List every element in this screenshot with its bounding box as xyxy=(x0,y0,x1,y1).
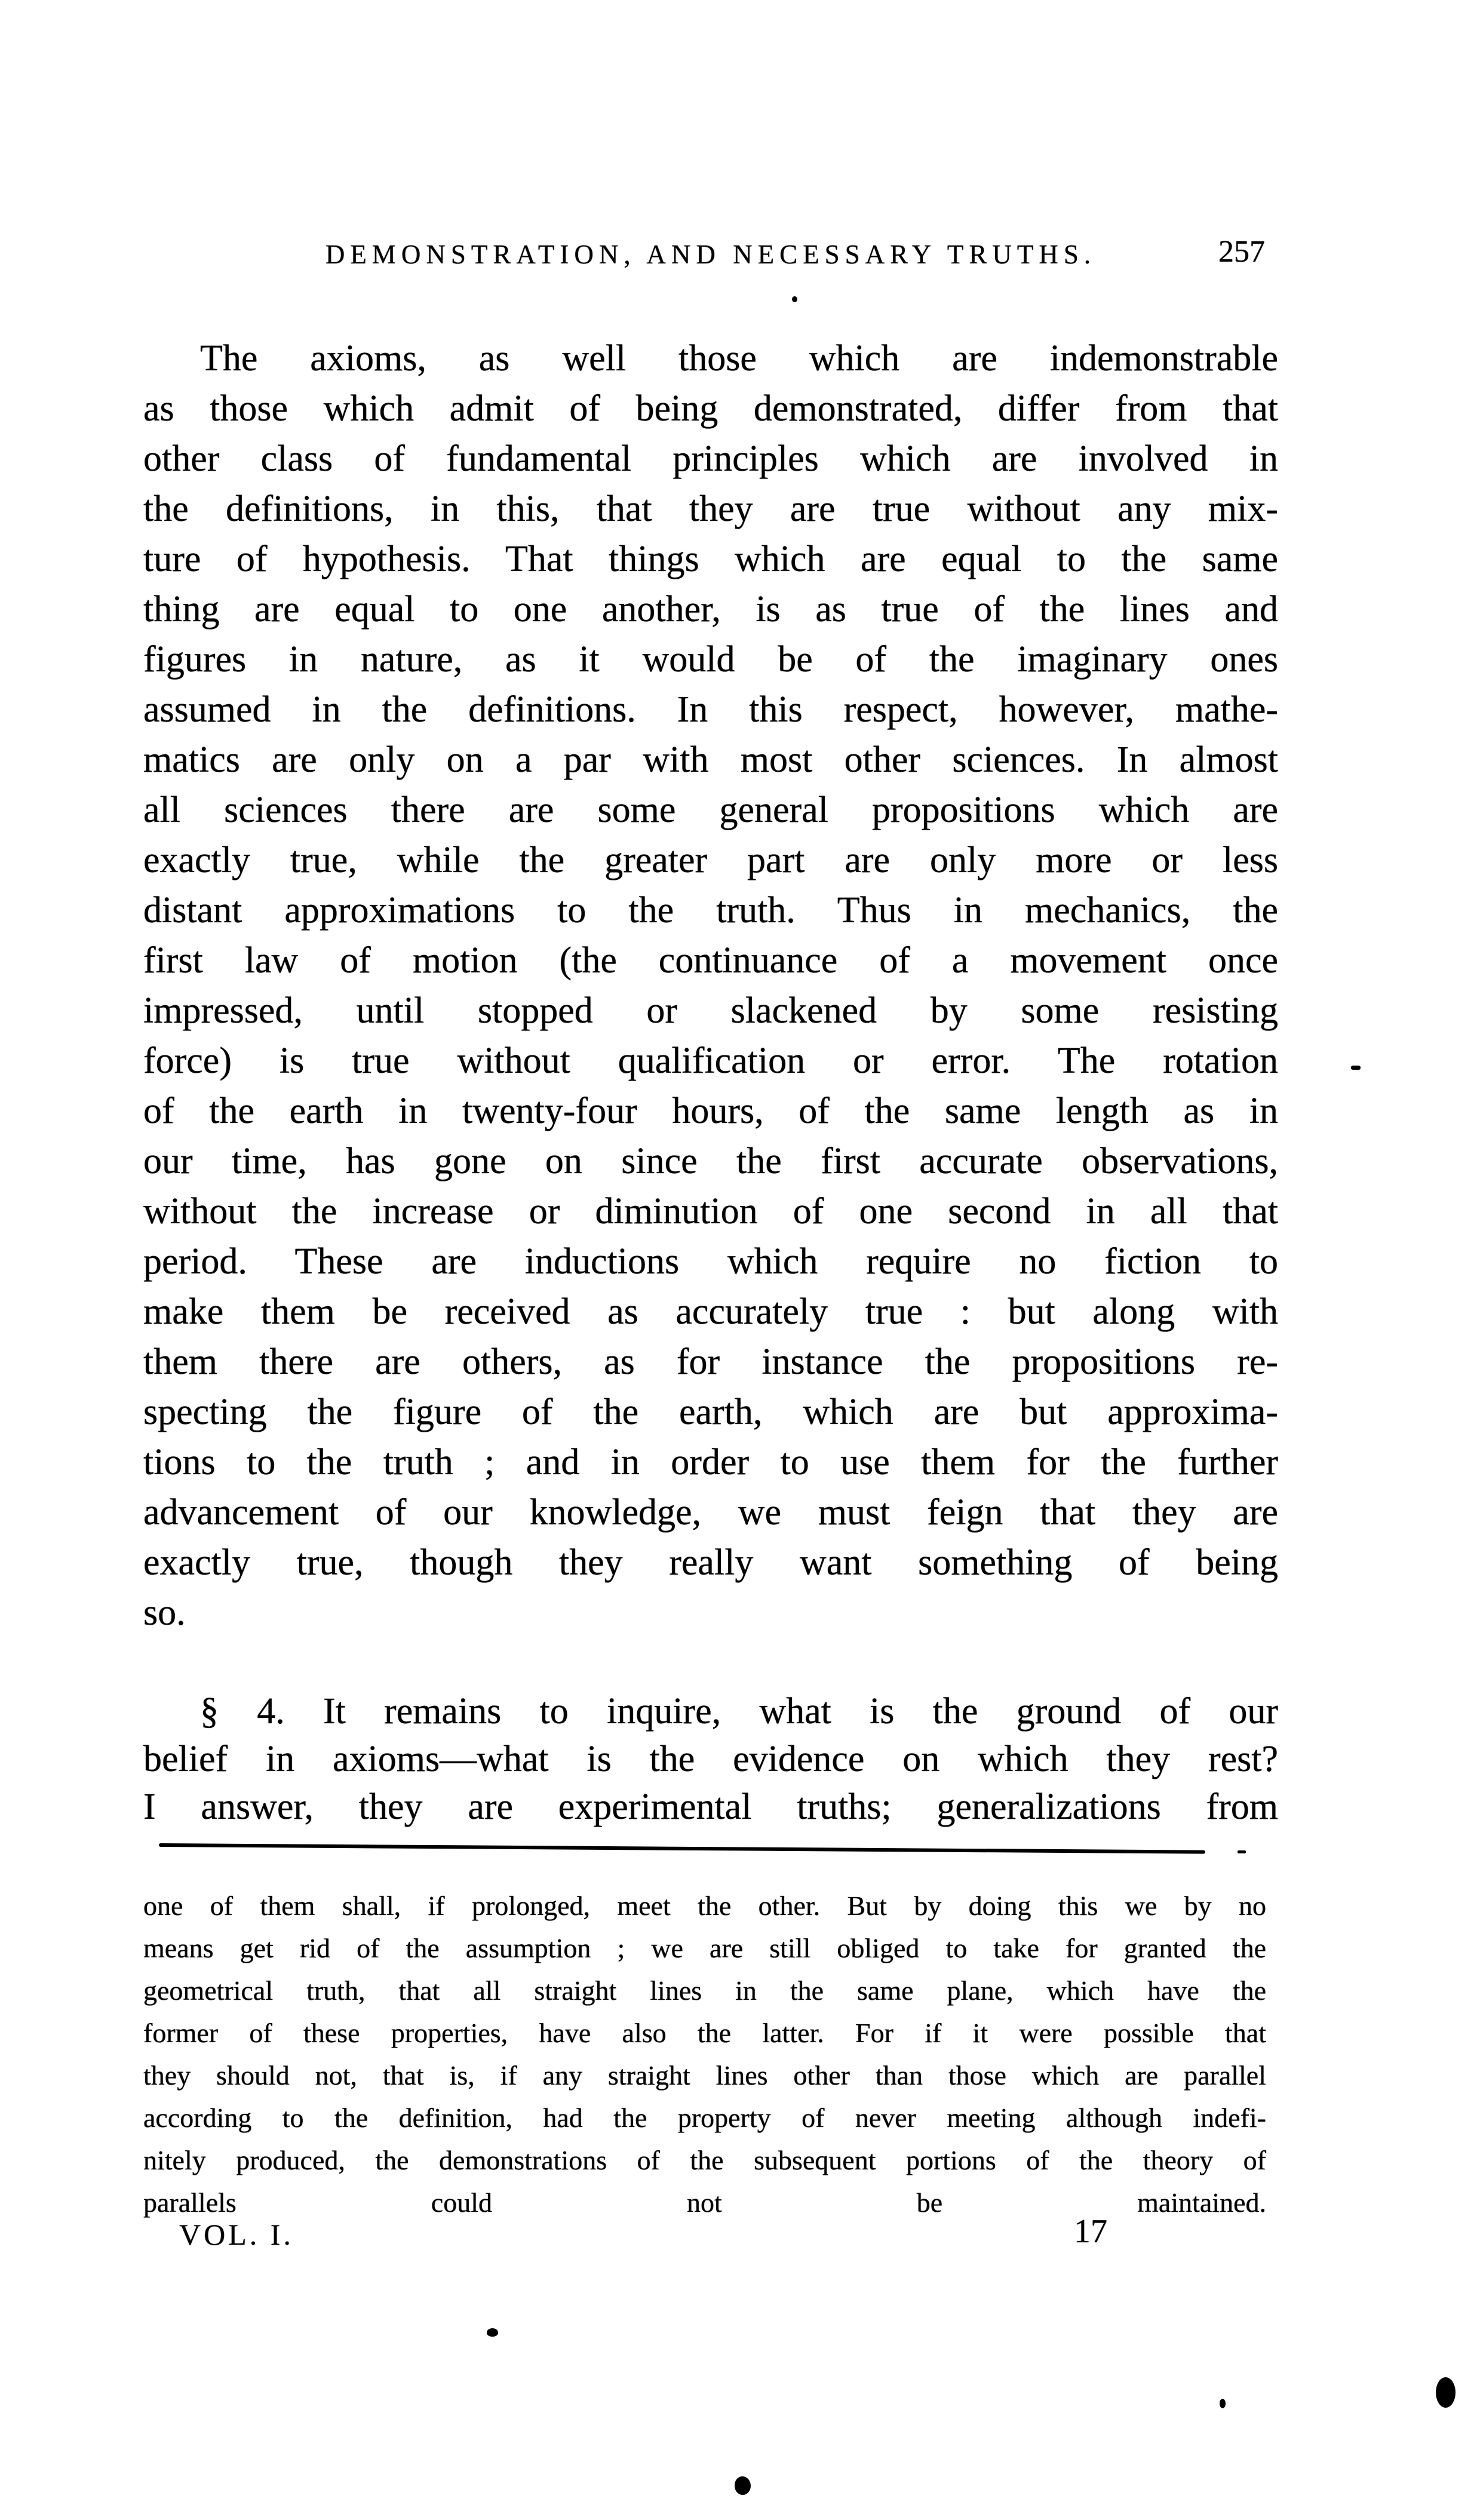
text-line: advancement of our knowledge, we must feign that they are xyxy=(143,1492,1278,1533)
text-line: period. These are inductions which require no fiction to xyxy=(143,1241,1278,1282)
text-line: force) is true without qualification or error. The rotation xyxy=(143,1040,1278,1081)
ink-speck xyxy=(1436,2377,1456,2408)
text-line: figures in nature, as it would be of the imaginary ones xyxy=(143,639,1278,680)
text-line: one of them shall, if prolonged, meet the other. But by doing this we by no xyxy=(143,1890,1266,1921)
text-line: ture of hypothesis. That things which are equal to the same xyxy=(143,539,1278,579)
ink-speck xyxy=(735,2476,751,2495)
text-line: of the earth in twenty-four hours, of the same length as in xyxy=(143,1091,1278,1131)
text-line: them there are others, as for instance the propositions re- xyxy=(143,1342,1278,1382)
text-line: parallels could not be maintained. xyxy=(143,2187,1266,2218)
text-line: belief in axioms—what is the evidence on which they rest? xyxy=(143,1739,1278,1779)
text-line: geometrical truth, that all straight lines in the same plane, which have the xyxy=(143,1975,1266,2006)
text-line: first law of motion (the continuance of a movement once xyxy=(143,940,1278,981)
text-line: assumed in the definitions. In this respect, however, mathe- xyxy=(143,689,1278,730)
text-line: former of these properties, have also the latter. For if it were possible that xyxy=(143,2018,1266,2048)
footnote-separator-dash xyxy=(1238,1850,1246,1853)
footnote-separator-rule xyxy=(159,1843,1205,1854)
footnote xyxy=(143,1884,1266,2224)
signature-mark: 17 xyxy=(1074,2213,1107,2250)
text-line: the definitions, in this, that they are true without any mix- xyxy=(143,489,1278,529)
paragraph-axioms xyxy=(143,333,1278,1638)
volume-label: VOL. I. xyxy=(179,2218,294,2251)
text-line: matics are only on a par with most other sciences. In almost xyxy=(143,739,1278,780)
ink-speck xyxy=(792,296,797,302)
text-line: § 4. It remains to inquire, what is the ground of our xyxy=(200,1691,1278,1732)
page-number: 257 xyxy=(1218,235,1265,269)
text-line: all sciences there are some general propositions which are xyxy=(143,790,1278,830)
text-line: our time, has gone on since the first accurate observations, xyxy=(143,1141,1278,1181)
running-head xyxy=(143,235,1278,281)
text-line: nitely produced, the demonstrations of the subsequent portions of the theory of xyxy=(143,2145,1266,2175)
ink-speck xyxy=(1220,2399,1226,2408)
text-line: exactly true, though they really want something of being xyxy=(143,1542,1278,1583)
text-line: according to the definition, had the property of never meeting although indefi- xyxy=(143,2102,1266,2133)
text-line: thing are equal to one another, is as true of the lines and xyxy=(143,589,1278,630)
text-line: specting the figure of the earth, which are but approxima- xyxy=(143,1392,1278,1432)
text-line: tions to the truth ; and in order to use them for the further xyxy=(143,1442,1278,1482)
text-line: without the increase or diminution of one second in all that xyxy=(143,1191,1278,1232)
text-line: exactly true, while the greater part are only more or less xyxy=(143,840,1278,880)
text-line: make them be received as accurately true : but along with xyxy=(143,1291,1278,1332)
text-line: as those which admit of being demonstrated, differ from that xyxy=(143,388,1278,429)
text-line: impressed, until stopped or slackened by some resisting xyxy=(143,990,1278,1031)
ink-speck xyxy=(1351,1066,1361,1070)
running-head-title: DEMONSTRATION, AND NECESSARY TRUTHS. xyxy=(325,240,1097,269)
text-line: means get rid of the assumption ; we are still obliged to take for granted the xyxy=(143,1933,1266,1963)
text-line: The axioms, as well those which are indemonstrable xyxy=(200,338,1278,379)
text-line: other class of fundamental principles which are involved in xyxy=(143,438,1278,479)
text-line: they should not, that is, if any straight lines other than those which are parallel xyxy=(143,2060,1266,2091)
paragraph-section-4 xyxy=(143,1687,1278,1831)
text-line: I answer, they are experimental truths; generalizations from xyxy=(143,1787,1278,1827)
ink-speck xyxy=(487,2328,498,2337)
text-line: distant approximations to the truth. Thus in mechanics, the xyxy=(143,890,1278,931)
text-line: so. xyxy=(143,1592,186,1633)
